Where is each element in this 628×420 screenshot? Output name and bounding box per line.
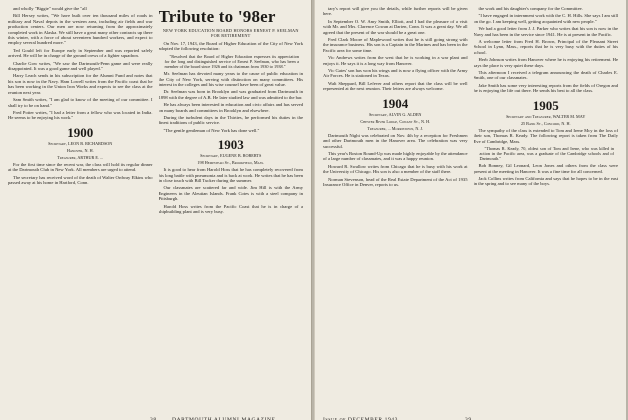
paragraph: A welcome letter from Fred H. Brown, Principal of the Pleasant Street School in Lynn, Mass., reports that he is very busy with the duties of his school. [473, 39, 618, 55]
paragraph: Bob Bonney, Gil Leonard, Leon Jones and others from the class were present at the meeting in Hanover. It was a fine time for all concerned. [473, 163, 618, 174]
article-title: Tribute to '98er [158, 7, 276, 26]
page-number: 39 [465, 417, 472, 420]
paragraph: "I have engaged in internment work with the C. H. Hills. She says I am still on the go. I am keeping well, getting acquainted with new people." [473, 13, 618, 24]
article-subtitle: NEW YORK EDUCATION BOARD HONORS ERNEST P. SEELMAN FOR RETIREMENT [162, 28, 299, 38]
paragraph: The secretary has received word of the death of Walter Ordway Elkins who passed away at his home in Hartford, Conn. [8, 174, 153, 185]
magazine-name: DARTMOUTH ALUMNI MAGAZINE [172, 417, 276, 420]
page-number: 38 [150, 417, 157, 420]
paragraph: Mr. Seelman has devoted many years to the cause of public education in the City of New York, serving with distinction on many committees. His interest in the colleges and his wise counsel have been of great value. [158, 71, 303, 87]
paragraph: Charlie Gow writes, "We saw the Dartmouth-Penn game and were really disappointed. It was a good game and well played." [8, 60, 153, 72]
class-treasurer: Treasurer, ... Morristown, N. J. [367, 125, 424, 131]
paragraph: On Nov. 17, 1943, the Board of Higher Education of the City of New York adopted the following resolution: [158, 41, 303, 52]
paragraph: Fred Clark Moore of Maplewood writes that he is still going strong with the insurance business. His son is a Captain in the Marines and has been in the Pacific area for some time. [323, 37, 468, 53]
class-address: 198 Hempstead St., Brookfield, Mass. [197, 160, 265, 166]
class-treasurer: Treasurer, ARTHUR E. ... [57, 154, 104, 160]
paragraph: This year's Boston Round-Up was made highly enjoyable by the attendance of a large number of classmates, and it was a happy reunion. [323, 150, 468, 162]
paragraph: the work and his daughter's company for the Committee. [478, 6, 583, 11]
class-address: Chester River Lodge, Conant St., N. H. [360, 118, 431, 124]
class-year-heading: 1904 [382, 95, 409, 111]
paragraph: Vic Gates' son has won his wings and is now a flying officer with the Army Air Forces. He is stationed in Texas. [323, 68, 468, 79]
paragraph: Dartmouth Night was celebrated on Nov. 4th by a reception for Freshmen and other Dartmouth men in the Hanover area. The celebration was very successful. [323, 132, 468, 149]
issue-date: Issue of DECEMBER 1943 [323, 417, 398, 420]
paragraph: Bill Hersey writes, "We have built over ten thousand miles of roads in military and Naval depots in the western area, including air fields and war production centers. Our men are now returning from the approximately completed work in Alaska. We still have a great many other contracts up there this winter, with a force of about seventeen hundred workers, and expect to employ several hundred more." [8, 13, 153, 46]
left-page [0, 0, 312, 420]
paragraph: Howard R. Swallow writes from Chicago that he is busy with his work at the University of Chicago. His son is also a member of the staff there. [323, 163, 468, 175]
class-year-heading: 1905 [532, 97, 559, 113]
paragraph: During the turbulent days in the Thirties, he performed his duties in the finest traditions of public service. [158, 114, 303, 126]
paragraph: Herb Johnson writes from Hanover where he is enjoying his retirement. He says the place is very quiet these days. [473, 57, 618, 68]
paragraph: and wholly "Biggie" would give the "all [13, 6, 87, 11]
class-address: Hanover, N. H. [66, 147, 94, 153]
paragraph: Sam Smith writes, "I am glad to know of the meeting of our committee. I shall try to be on hand." [8, 97, 153, 108]
class-secretary: Secretary, LEON B. RICHARDSON [48, 140, 113, 146]
paragraph: Dr. Seelman was born in Brooklyn and was graduated from Dartmouth in 1898 with the degree of A.B. He later studied law and was admitted to the bar. [158, 89, 303, 100]
paragraph: For the first time since the recent war, the class will hold its regular dinner at the Dartmouth Club in New York. All members are urged to attend. [8, 161, 153, 173]
paragraph: Harry Leach sends in his subscription for the Alumni Fund and notes that his son is now in the Navy. Ham Lowell writes from the Pacific coast that he has been working in the Union Iron Works and expects to see the class at the reunion next year. [8, 73, 153, 95]
right-page [314, 0, 626, 420]
left-column-2 [159, 6, 304, 398]
class-address: 25 Bank St., Concord, N. H. [520, 120, 571, 126]
paragraph: Our classmates are scattered far and wide. Jim Hill is with the Army Engineers in the Aleutian Islands. Frank Cotes is with a steel company in Pittsburgh. [158, 185, 303, 202]
paragraph: He has always been interested in education and civic affairs and has served on many boards and committees in Brooklyn and elsewhere. [158, 102, 303, 113]
paragraph: It is good to hear from Harold Hoss that he has completely recovered from his long battle with pneumonia and is back at work. He writes that he has been in close touch with Bill Tucker during the summer. [158, 167, 303, 183]
quoted-resolution: "Resolved that the Board of Higher Education expresses its appreciation for the long and distinguished service of Ernest P. Seelman, who has been a member of the board since 1926 and its chairman from 1930 to 1938." [164, 53, 299, 69]
class-year-heading: 1903 [217, 137, 244, 153]
paragraph: Walt Sheppard, Bill Lefever and others report that the class will be well represented at the next reunion. Their letters are always welcome. [323, 80, 468, 92]
paragraph: tary's report will give you the details, while further reports will be given here. [323, 6, 468, 17]
paragraph: Fred Potter writes, "I had a letter from a fellow who was located in India. He seems to be enjoying his work." [8, 109, 153, 121]
paragraph: This afternoon I received a telegram announcing the death of Charles E. Smith, one of our classmates. [473, 70, 618, 81]
quoted-news-report: "Thomas R. Keady, 70, oldest son of Tom and Irene, who was killed in action in the Pacific area, was a graduate of the Cambridge schools and of Dartmouth." [479, 145, 614, 162]
left-column-1 [8, 6, 153, 398]
paragraph: Jake Smith has some very interesting reports from the fields of Oregon and he is enjoying the life out there. He sends his best to all the class. [473, 82, 618, 94]
class-secretary: Secretary and Treasurer, WALTER M. MAY [506, 113, 586, 119]
paragraph: Jack Collins writes from California and says that he hopes to be in the east in the spring and to see many of the boys. [473, 176, 618, 187]
right-column-2 [474, 6, 619, 398]
paragraph: Harold Hoss writes from the Pacific Coast that he is in charge of a shipbuilding plant and is very busy. [158, 203, 303, 214]
class-secretary: Secretary, ALVIN G. ALDEN [369, 111, 422, 117]
paragraph: Vic Andrews writes from the west that he is working in a war plant and enjoys it. He says it is a long way from Hanover. [323, 55, 468, 66]
paragraph: Ted Gould left for Europe early in September and was reported safely arrived. He will be in charge of the ground crews of a fighter squadron. [8, 47, 153, 59]
class-year-heading: 1900 [67, 124, 94, 140]
right-column-1 [323, 6, 468, 398]
paragraph: The sympathy of the class is extended to Tom and Irene Mcy in the loss of their son, Thomas R. Keady. The following report is taken from The Daily Eve of Cambridge, Mass. [473, 127, 618, 144]
paragraph: We had a good letter from J. J. Parker who writes that his son is now in the Navy and has been in the service since 1941. He is at present in the Pacific. [473, 26, 618, 37]
paragraph: In September O. W. Amy Smith, Elliott, and I had the pleasure of a visit with Mr. and Mrs. Clarence Cowan at Darien, Conn. It was a great day. We all agreed that the present of the war should be a great one. [323, 18, 468, 35]
paragraph: Norman Stevenson, head of the Real Estate Department of the Act of 1935 Insurance Office in Denver, reports to us. [323, 176, 468, 187]
paragraph: "The gentle gentleman of New York has done well." [163, 127, 260, 133]
class-secretary: Secretary, EUGENE B. ROBERTS [200, 153, 262, 159]
